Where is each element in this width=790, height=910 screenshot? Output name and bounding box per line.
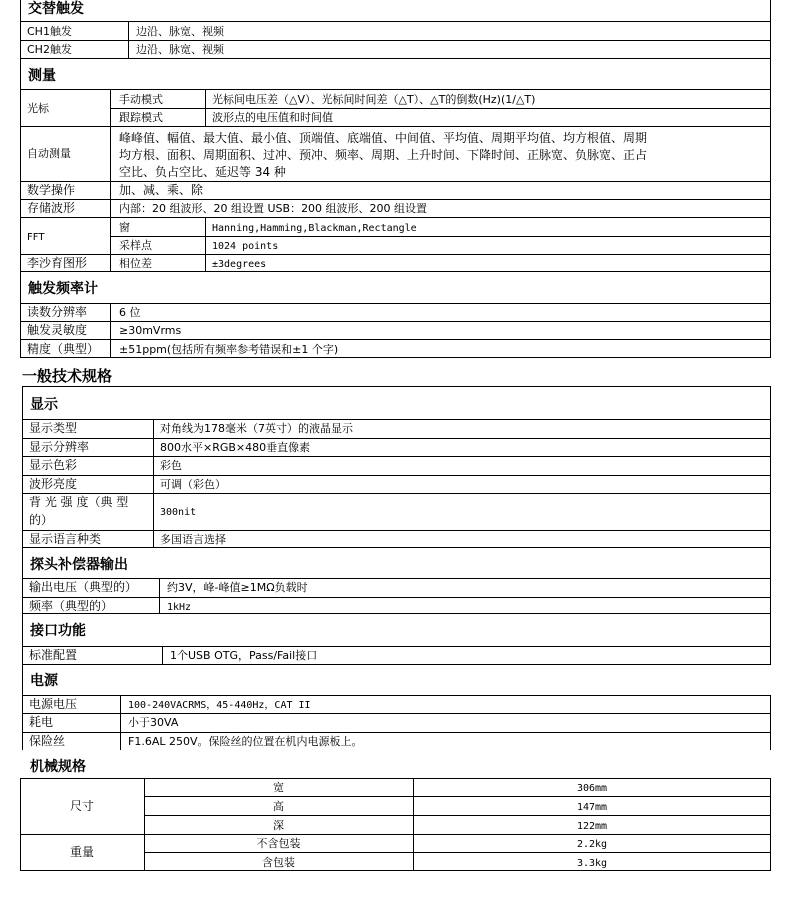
readout-resolution-label: 读数分辨率 [27, 305, 88, 319]
alt-trigger-heading: 交替触发 [28, 1, 84, 17]
probe-voltage-value: 约3V，峰-峰值≥1MΩ负载时 [167, 581, 308, 594]
interface-heading: 接口功能 [30, 623, 86, 639]
display-heading: 显示 [30, 397, 58, 413]
ch1-trigger-value: 边沿、脉宽、视频 [136, 25, 224, 38]
accuracy-value: ±51ppm(包括所有频率参考错误和±1 个字) [119, 343, 339, 356]
auto-measure-line-2: 均方根、面积、周期面积、过冲、预冲、频率、周期、上升时间、下降时间、正脉宽、负脉宽、正占 [119, 148, 648, 162]
general-spec-heading: 一般技术规格 [22, 367, 113, 385]
weight-unpacked-label: 不含包装 [256, 837, 301, 850]
lissajous-value: ±3degrees [212, 259, 267, 270]
storage-label: 存储波形 [27, 201, 76, 215]
waveform-brightness-value: 可调（彩色） [160, 478, 226, 491]
auto-measure-label: 自动测量 [27, 147, 71, 160]
accuracy-label: 精度（典型） [27, 342, 100, 356]
weight-packed-value: 3.3kg [576, 858, 608, 869]
math-value: 加、减、乘、除 [119, 183, 204, 197]
display-color-label: 显示色彩 [29, 458, 78, 472]
display-type-value: 对角线为178毫米（7英寸）的液晶显示 [160, 422, 353, 435]
lissajous-sub-label: 相位差 [119, 257, 152, 270]
depth-value: 122mm [576, 821, 608, 832]
display-type-label: 显示类型 [29, 421, 78, 435]
width-label: 宽 [273, 781, 284, 794]
fft-label: FFT [27, 232, 45, 243]
standard-config-value: 1个USB OTG，Pass/Fail接口 [170, 649, 318, 662]
waveform-brightness-label: 波形亮度 [29, 477, 78, 491]
fft-window-value: Hanning,Hamming,Blackman,Rectangle [212, 223, 417, 234]
auto-measure-line-1: 峰峰值、幅值、最大值、最小值、顶端值、底端值、中间值、平均值、周期平均值、均方根值、周期 [119, 131, 648, 145]
probe-heading: 探头补偿器输出 [30, 557, 128, 573]
weight-unpacked-value: 2.2kg [576, 839, 608, 850]
math-label: 数学操作 [27, 183, 76, 197]
alt-trigger-table [20, 0, 771, 59]
cursor-manual-value: 光标间电压差（△V）、光标间时间差（△T）、△T的倒数(Hz)(1/△T) [212, 93, 536, 106]
display-resolution-label: 显示分辨率 [29, 440, 90, 454]
mechanical-heading: 机械规格 [30, 759, 86, 775]
power-consumption-label: 耗电 [29, 715, 54, 729]
ch1-trigger-label: CH1触发 [27, 25, 72, 38]
size-label: 尺寸 [69, 799, 94, 813]
readout-resolution-value: 6 位 [119, 306, 141, 319]
height-label: 高 [273, 800, 284, 813]
probe-voltage-label: 输出电压（典型的） [29, 580, 138, 594]
fft-points-label: 采样点 [119, 239, 152, 252]
backlight-label-line-2: 的） [29, 513, 54, 527]
cursor-track-value: 波形点的电压值和时间值 [212, 111, 333, 124]
power-consumption-value: 小于30VA [128, 716, 179, 729]
width-value: 306mm [576, 783, 608, 794]
power-voltage-label: 电源电压 [29, 697, 78, 711]
standard-config-label: 标准配置 [29, 648, 78, 662]
height-value: 147mm [576, 802, 608, 813]
display-resolution-value: 800水平×RGB×480垂直像素 [160, 441, 311, 454]
trigger-sensitivity-label: 触发灵敏度 [27, 323, 88, 337]
cursor-manual-label: 手动模式 [119, 93, 163, 106]
fuse-value: F1.6AL 250V。保险丝的位置在机内电源板上。 [128, 735, 363, 748]
weight-packed-label: 含包装 [262, 856, 295, 869]
depth-label: 深 [273, 819, 284, 832]
probe-frequency-label: 频率（典型的） [29, 599, 114, 613]
weight-label: 重量 [69, 845, 94, 859]
lissajous-label: 李沙育图形 [27, 256, 88, 270]
fuse-label: 保险丝 [29, 734, 66, 748]
power-voltage-value: 100-240VACRMS，45-440Hz，CAT II [128, 700, 311, 711]
backlight-label-line-1: 背 光 强 度（典 型 [29, 495, 129, 509]
display-language-value: 多国语言选择 [160, 533, 226, 546]
display-color-value: 彩色 [160, 459, 182, 472]
measure-heading: 测量 [28, 68, 56, 84]
ch2-trigger-label: CH2触发 [27, 43, 72, 56]
cursor-label: 光标 [27, 102, 49, 115]
auto-measure-line-3: 空比、负占空比、延迟等 34 种 [119, 165, 286, 179]
trigger-sensitivity-value: ≥30mVrms [119, 324, 182, 337]
display-language-label: 显示语言种类 [29, 532, 102, 546]
ch2-trigger-value: 边沿、脉宽、视频 [136, 43, 224, 56]
fft-window-label: 窗 [119, 221, 130, 234]
interface-table [22, 613, 771, 665]
power-heading: 电源 [30, 673, 58, 689]
fft-points-value: 1024 points [212, 241, 279, 252]
backlight-value: 300nit [160, 507, 197, 518]
display-table [22, 386, 771, 548]
freq-counter-heading: 触发频率计 [28, 281, 98, 297]
cursor-track-label: 跟踪模式 [119, 111, 163, 124]
storage-value: 内部：20 组波形、20 组设置 USB：200 组波形、200 组设置 [119, 202, 428, 215]
probe-frequency-value: 1kHz [167, 602, 192, 613]
